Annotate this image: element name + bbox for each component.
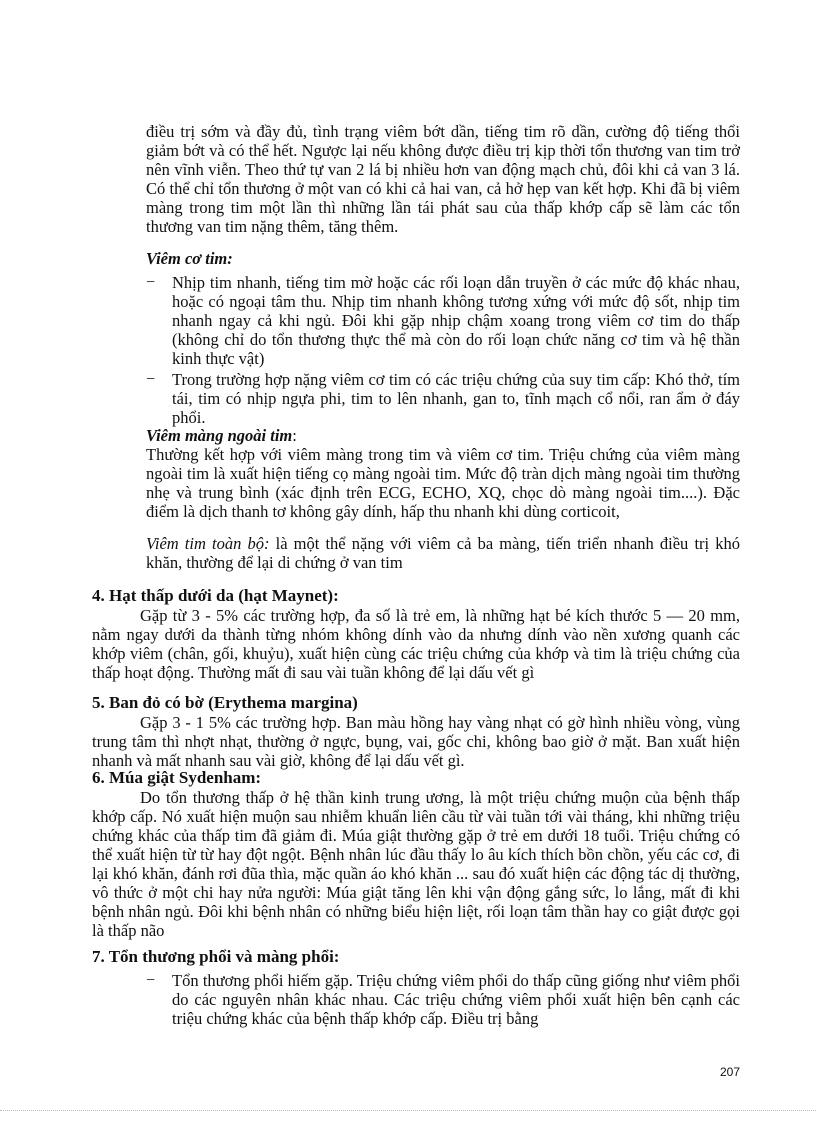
section-6-heading: 6. Múa giật Sydenham: <box>92 768 262 787</box>
bullet-dash-icon: − <box>146 972 156 989</box>
section-5-heading: 5. Ban đỏ có bờ (Erythema margina) <box>92 693 358 712</box>
viem-mang-ngoai-tim-heading: Viêm màng ngoài tim <box>146 426 293 445</box>
section-4-heading: 4. Hạt thấp dưới da (hạt Maynet): <box>92 586 339 605</box>
viem-mang-ngoai-tim-text: Thường kết hợp với viêm màng trong tim và viêm cơ tim. Triệu chứng của viêm màng ngoài tim là xuất hiện tiếng cọ màng ngoài tim. Mức độ tràn dịch màng ngoài tim thường nhẹ và trung bình (xác định trên ECG, ECHO, XQ, chọc dò màng ngoài tim....). Đặc điểm là dịch thanh tơ không gây dính, hấp thu nhanh khi dùng corticoit, <box>146 445 740 521</box>
section-5-text: Gặp 3 - 1 5% các trường hợp. Ban màu hồng hay vàng nhạt có gờ hình nhiều vòng, vùng trung tâm thì nhợt nhạt, thường ở ngực, bụng, vai, gốc chi, không bao giờ ở mặt. Ban xuất hiện nhanh và mất nhanh sau vài giờ, không để lại dấu vết gì. <box>92 713 740 770</box>
section-7-heading: 7. Tổn thương phổi và màng phổi: <box>92 947 340 966</box>
section-4-text: Gặp từ 3 - 5% các trường hợp, đa số là trẻ em, là những hạt bé kích thước 5 — 20 mm, nằm ngay dưới da thành từng nhóm không dính vào da nhưng dính vào nền xương quanh các khớp viêm (chân, gối, khuỷu), xuất hiện cùng các triệu chứng của khớp và tim là triệu chứng của thấp hoạt động. Thường mất đi sau vài tuần không để lại dấu vết gì <box>92 606 740 682</box>
section-6-text: Do tổn thương thấp ở hệ thần kinh trung ương, là một triệu chứng muộn của bệnh thấp khớp cấp. Nó xuất hiện muộn sau nhiễm khuẩn liên cầu từ vài tuần tới vài tháng, khi những triệu chứng khác của thấp tim đã giảm đi. Múa giật thường gặp ở trẻ em dưới 18 tuổi. Triệu chứng có thể xuất hiện từ từ hay đột ngột. Bệnh nhân lúc đầu thấy lo âu kích thích bồn chồn, yếu các cơ, đi lại khó khăn, đánh rơi đũa thìa, mặc quần áo khó khăn ... sau đó xuất hiện các động tác dị thường, vô thức ở một chi hay nửa người: Múa giật tăng lên khi vận động gắng sức, lo lắng, mất đi khi bệnh nhân ngủ. Đôi khi bệnh nhân có những biểu hiện liệt, rối loạn tâm thần hay co giật được gọi là thấp não <box>92 788 740 940</box>
viem-co-tim-item-1: Nhịp tim nhanh, tiếng tim mờ hoặc các rối loạn dẫn truyền ở các mức độ khác nhau, hoặc có ngoại tâm thu. Nhịp tim nhanh không tương xứng với mức độ sốt, nhịp tim nhanh ngay cả khi ngủ. Đôi khi gặp nhịp chậm xoang trong viêm cơ tim do thấp (không chỉ do tổn thương thực thể mà còn do rối loạn chức năng cơ tim và hệ thần kinh thực vật) <box>172 273 740 368</box>
bullet-dash-icon: − <box>146 371 156 388</box>
viem-tim-toan-bo-paragraph <box>146 534 740 572</box>
footer-divider <box>0 1110 816 1111</box>
section-7-item-1: Tổn thương phổi hiếm gặp. Triệu chứng viêm phổi do thấp cũng giống như viêm phổi do các nguyên nhân khác nhau. Các triệu chứng viêm phổi xuất hiện bên cạnh các triệu chứng khác của bệnh thấp khớp cấp. Điều trị bằng <box>172 971 740 1028</box>
viem-mang-ngoai-tim-heading-line <box>146 426 740 445</box>
viem-tim-toan-bo-text: là một thể nặng với viêm cả ba màng, tiến triển nhanh điều trị khó khăn, thường để lại di chứng ở van tim <box>146 534 740 572</box>
viem-co-tim-item-2: Trong trường hợp nặng viêm cơ tim có các triệu chứng của suy tim cấp: Khó thở, tím tái, tim có nhịp ngựa phi, tim to lên nhanh, gan to, tĩnh mạch cổ nổi, ran ẩm ở đáy phổi. <box>172 370 740 427</box>
viem-tim-toan-bo-label: Viêm tim toàn bộ: <box>146 534 270 553</box>
viem-co-tim-heading: Viêm cơ tim: <box>146 249 233 268</box>
viem-mang-ngoai-tim-heading-colon: : <box>292 426 297 445</box>
bullet-dash-icon: − <box>146 274 156 291</box>
page-number: 207 <box>720 1065 741 1079</box>
intro-paragraph: điều trị sớm và đầy đủ, tình trạng viêm bớt dần, tiếng tim rõ dần, cường độ tiếng thổi giảm bớt và có thể hết. Ngược lại nếu không được điều trị kịp thời tổn thương van tim trở nên vĩnh viễn. Theo thứ tự van 2 lá bị nhiều hơn van động mạch chủ, đôi khi cả van 3 lá. Có thể chỉ tổn thương ở một van có khi cả hai van, cả hở hẹp van kết hợp. Khi đã bị viêm màng trong tim một lần thì những lần tái phát sau của thấp khớp cấp sẽ làm các tổn thương van tim nặng thêm, tăng thêm. <box>146 122 740 236</box>
